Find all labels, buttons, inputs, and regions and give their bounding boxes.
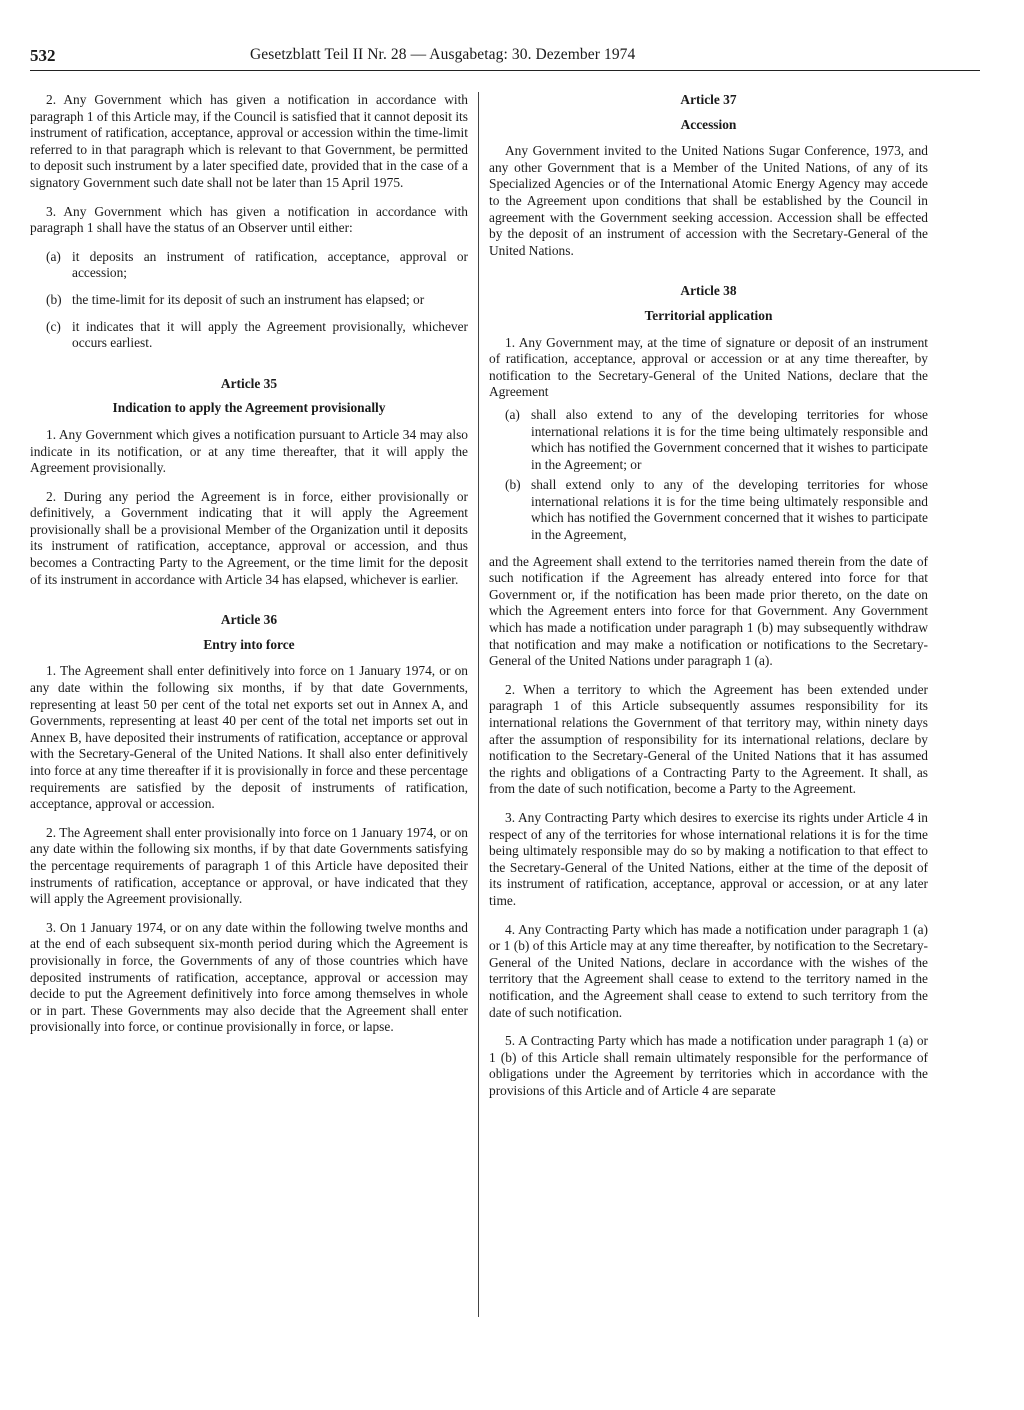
art34-paragraph-3: 3. Any Government which has given a notification in accordance with paragraph 1 shall have the status of an Observer until either: (30, 203, 468, 236)
article-35-title: Article 35 (220, 375, 278, 391)
art35-paragraph-1: 1. Any Government which gives a notification pursuant to Article 34 may also indicate in its notification, or at any time thereafter, that it will apply the Agreement provisionally. (30, 426, 468, 476)
page-number: 532 (30, 46, 56, 65)
list-item-label: (b) (505, 477, 521, 493)
art37-paragraph-1: Any Government invited to the United Nations Sugar Conference, 1973, and any other Government that is a Member of the United Nations, of any of its Specialized Agencies or of the International Atomic Energy Agency may accede to the Agreement upon conditions that shall be established by the Council in agreement with the Government seeking accession. Accession shall be effected by the deposit of an instrument of accession with the Secretary-General of the United Nations. (489, 143, 928, 258)
art34-paragraph-2: 2. Any Government which has given a notification in accordance with paragraph 1 of this Article may, if the Council is satisfied that it cannot deposit its instrument of ratification, acceptance, approval or accession within the time-limit referred to in that paragraph which is relevant to that Government, be permitted to deposit such instrument by a later specified date, provided that in the case of a signatory Government such date shall not be later than 15 April 1975. (30, 92, 468, 190)
list-item (505, 477, 928, 543)
article-36-title: Article 36 (220, 612, 278, 628)
running-head: Gesetzblatt Teil II Nr. 28 — Ausgabetag: 30. Dezember 1974 (250, 46, 636, 63)
list-item-text: shall extend only to any of the developing territories for whose international relations it is for the time being ultimately responsible and which has notified the Government concerned that it wishes to participate in the Agreement, (531, 477, 928, 543)
article-36-subtitle: Entry into force (203, 636, 295, 652)
art38-paragraph-1-continued: and the Agreement shall extend to the territories named therein from the date of such notification if the Agreement has already entered into force for that Government or, if the notification has been made prior thereto, on the date on which the Agreement enters into force for that Government. Any Government which has made a notification under paragraph 1 (b) may subsequently withdraw that notification and may make a notification or notifications to the Secretary-General of the United Nations under paragraph 1 (a). (489, 553, 928, 669)
art35-paragraph-2: 2. During any period the Agreement is in force, either provisionally or definitively, a Government indicating that it will apply the Agreement provisionally shall be a provisional Member of the Organization until it deposits its instrument of ratification, acceptance, approval or accession, and thus becomes a Contracting Party to the Agreement, or the time limit for the deposit of its instrument in accordance with Article 34 has elapsed, whichever is earlier. (30, 488, 468, 587)
art38-paragraph-4: 4. Any Contracting Party which has made a notification under paragraph 1 (a) or 1 (b) of this Article may at any time thereafter, by notification to the Secretary-General of the United Nations, declare in accordance with the wishes of the territory that the Agreement shall cease to extend to the territory named in the notification, and the Agreement shall cease to extend to such territory from the date of such notification. (489, 921, 928, 1020)
art38-paragraph-3: 3. Any Contracting Party which desires to exercise its rights under Article 4 in respect of any of the territories for whose international relations it is for the time being ultimately responsible may do so by making a notification to that effect to the Secretary-General of the United Nations, either at the time of the deposit of its instrument of ratification, acceptance, approval or accession, or at any later time. (489, 809, 928, 908)
art36-paragraph-2: 2. The Agreement shall enter provisionally into force on 1 January 1974, or on any date within the following six months, if by that date Governments satisfying the percentage requirements of paragraph 1 of this Article have deposited their instruments of ratification, acceptance or approval, or have indicated that they will apply the Agreement provisionally. (30, 824, 468, 907)
list-item-text: it indicates that it will apply the Agreement provisionally, whichever occurs earliest. (72, 318, 468, 351)
art38-paragraph-1: 1. Any Government may, at the time of signature or deposit of an instrument of ratification, acceptance, approval or accession or at any time thereafter, by notification to the Secretary-General of the United Nations, declare that the Agreement (489, 334, 928, 400)
article-37-title: Article 37 (680, 92, 737, 107)
article-38-title: Article 38 (680, 283, 737, 299)
list-item-text: the time-limit for its deposit of such an instrument has elapsed; or (72, 291, 425, 307)
art38-paragraph-2: 2. When a territory to which the Agreement has been extended under paragraph 1 of this Article subsequently assumes responsibility for its international relations the Government of that territory may, within ninety days after the assumption of responsibility for its international relations, declare by notification to the Secretary-General of the United Nations that it has assumed the rights and obligations of a Contracting Party to the Agreement. It shall, as from the date of such notification, become a Party to the Agreement. (489, 681, 928, 797)
list-item (46, 319, 468, 352)
page-header (30, 46, 980, 70)
left-column (30, 92, 468, 1048)
article-37-subtitle: Accession (680, 116, 737, 132)
art36-paragraph-3: 3. On 1 January 1974, or on any date within the following twelve months and at the end of each subsequent six-month period during which the Agreement is provisionally in force, the Governments of any of those countries which have deposited instruments of ratification, acceptance, approval or accession may decide to put the Agreement definitively into force among themselves in whole or in part. These Governments may also decide that the Agreement shall enter provisionally into force, or continue provisionally in force, or lapse. (30, 919, 468, 1035)
list-item-label: (a) (46, 248, 61, 264)
column-divider (478, 92, 479, 1317)
list-item (505, 407, 928, 473)
list-item (46, 292, 468, 309)
article-35-subtitle: Indication to apply the Agreement provisionally (112, 400, 386, 416)
article-38-subtitle: Territorial application (644, 307, 773, 323)
list-item-text: it deposits an instrument of ratification, acceptance, approval or accession; (72, 248, 468, 281)
list-item-label: (a) (505, 406, 520, 422)
art36-paragraph-1: 1. The Agreement shall enter definitively into force on 1 January 1974, or on any date within the following six months, if by that date Governments, representing at least 50 per cent of the total net exports set out in Annex A, and Governments, representing at least 40 per cent of the total net imports set out in Annex B, have deposited their instruments of ratification, acceptance or approval with the Secretary-General of the United Nations. It shall also enter definitively into force at any time thereafter if it is provisionally in force and these percentage requirements are satisfied by the deposit of instruments of ratification, acceptance, approval or accession. (30, 663, 468, 812)
list-item (46, 249, 468, 282)
art38-paragraph-5: 5. A Contracting Party which has made a notification under paragraph 1 (a) or 1 (b) of this Article shall remain ultimately responsible for the performance of obligations under the Agreement by territories which in accordance with the provisions of this Article and of Article 4 are separate (489, 1033, 928, 1098)
header-rule (30, 70, 980, 71)
list-item-label: (b) (46, 291, 62, 307)
right-column (489, 92, 928, 1111)
list-item-label: (c) (46, 318, 61, 334)
list-item-text: shall also extend to any of the developing territories for whose international relations it is for the time being ultimately responsible and which has notified the Government concerned that it wishes to participate in the Agreement; or (531, 406, 928, 472)
